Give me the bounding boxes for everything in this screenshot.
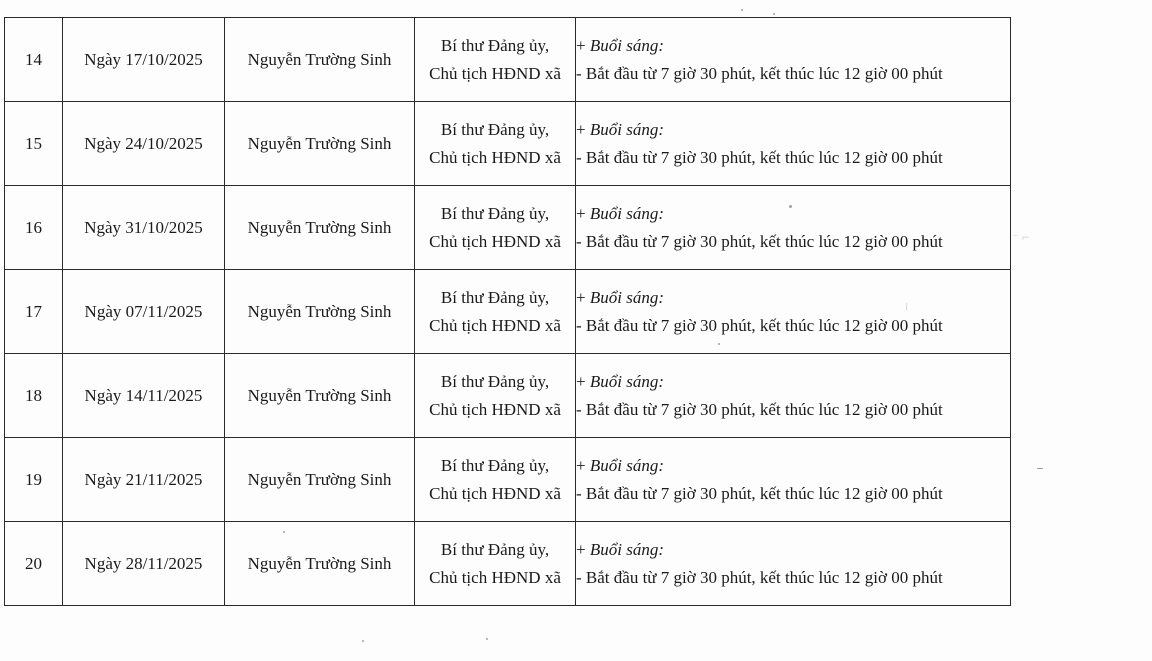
row-number: 14 bbox=[5, 18, 63, 102]
row-number: 15 bbox=[5, 102, 63, 186]
time-cell bbox=[576, 186, 1011, 270]
session-text: Buổi sáng: bbox=[589, 119, 664, 139]
session-label bbox=[576, 536, 1010, 564]
time-cell bbox=[576, 522, 1011, 606]
table-row bbox=[5, 102, 1011, 186]
session-text: Buổi sáng: bbox=[589, 287, 664, 307]
session-text: Buổi sáng: bbox=[589, 35, 664, 55]
time-range: - Bắt đầu từ 7 giờ 30 phút, kết thúc lúc 12 giờ 00 phút bbox=[576, 147, 943, 167]
role-office-line: Chủ tịch HĐND xã bbox=[429, 147, 561, 167]
scan-speck bbox=[773, 13, 775, 15]
time-range: - Bắt đầu từ 7 giờ 30 phút, kết thúc lúc 12 giờ 00 phút bbox=[576, 231, 943, 251]
scan-speck bbox=[741, 9, 743, 11]
session-prefix: + bbox=[576, 35, 586, 55]
time-cell bbox=[576, 18, 1011, 102]
session-prefix: + bbox=[576, 371, 586, 391]
role-cell bbox=[415, 102, 576, 186]
date-cell: Ngày 07/11/2025 bbox=[63, 270, 225, 354]
session-text: Buổi sáng: bbox=[589, 455, 664, 475]
row-number: 17 bbox=[5, 270, 63, 354]
role-office-line: Chủ tịch HĐND xã bbox=[429, 567, 561, 587]
stamp-bleed-mark: ⁞ bbox=[905, 302, 909, 313]
session-text: Buổi sáng: bbox=[589, 539, 664, 559]
time-cell bbox=[576, 354, 1011, 438]
scan-speck bbox=[1037, 468, 1043, 469]
session-prefix: + bbox=[576, 287, 586, 307]
session-prefix: + bbox=[576, 539, 586, 559]
role-office-line: Chủ tịch HĐND xã bbox=[429, 399, 561, 419]
name-cell: Nguyễn Trường Sinh bbox=[225, 18, 415, 102]
session-prefix: + bbox=[576, 203, 586, 223]
role-office-line: Chủ tịch HĐND xã bbox=[429, 483, 561, 503]
table-row bbox=[5, 18, 1011, 102]
role-cell bbox=[415, 270, 576, 354]
role-office-line: Chủ tịch HĐND xã bbox=[429, 231, 561, 251]
name-cell: Nguyễn Trường Sinh bbox=[225, 186, 415, 270]
name-cell: Nguyễn Trường Sinh bbox=[225, 438, 415, 522]
table-row bbox=[5, 270, 1011, 354]
stamp-bleed-mark: ⁻ ⌐ bbox=[1013, 233, 1030, 244]
name-cell: Nguyễn Trường Sinh bbox=[225, 522, 415, 606]
role-cell bbox=[415, 354, 576, 438]
role-title-line: Bí thư Đảng ủy, bbox=[440, 119, 550, 139]
time-cell bbox=[576, 270, 1011, 354]
role-title-line: Bí thư Đảng ủy, bbox=[440, 455, 550, 475]
time-cell bbox=[576, 438, 1011, 522]
role-cell bbox=[415, 522, 576, 606]
session-prefix: + bbox=[576, 119, 586, 139]
row-number: 16 bbox=[5, 186, 63, 270]
session-label bbox=[576, 368, 1010, 396]
date-cell: Ngày 31/10/2025 bbox=[63, 186, 225, 270]
table-row bbox=[5, 354, 1011, 438]
schedule-body bbox=[5, 18, 1011, 606]
scan-speck bbox=[283, 531, 285, 533]
session-label bbox=[576, 116, 1010, 144]
role-cell bbox=[415, 186, 576, 270]
date-cell: Ngày 28/11/2025 bbox=[63, 522, 225, 606]
scan-speck bbox=[789, 205, 792, 208]
time-range: - Bắt đầu từ 7 giờ 30 phút, kết thúc lúc 12 giờ 00 phút bbox=[576, 399, 943, 419]
time-range: - Bắt đầu từ 7 giờ 30 phút, kết thúc lúc 12 giờ 00 phút bbox=[576, 483, 943, 503]
role-cell bbox=[415, 438, 576, 522]
role-office-line: Chủ tịch HĐND xã bbox=[429, 63, 561, 83]
row-number: 19 bbox=[5, 438, 63, 522]
role-cell bbox=[415, 18, 576, 102]
time-cell bbox=[576, 102, 1011, 186]
table-row bbox=[5, 438, 1011, 522]
role-title-line: Bí thư Đảng ủy, bbox=[440, 203, 550, 223]
session-text: Buổi sáng: bbox=[589, 371, 664, 391]
date-cell: Ngày 24/10/2025 bbox=[63, 102, 225, 186]
name-cell: Nguyễn Trường Sinh bbox=[225, 270, 415, 354]
session-label bbox=[576, 32, 1010, 60]
time-range: - Bắt đầu từ 7 giờ 30 phút, kết thúc lúc 12 giờ 00 phút bbox=[576, 567, 943, 587]
time-range: - Bắt đầu từ 7 giờ 30 phút, kết thúc lúc 12 giờ 00 phút bbox=[576, 315, 943, 335]
row-number: 20 bbox=[5, 522, 63, 606]
name-cell: Nguyễn Trường Sinh bbox=[225, 102, 415, 186]
date-cell: Ngày 14/11/2025 bbox=[63, 354, 225, 438]
role-title-line: Bí thư Đảng ủy, bbox=[440, 35, 550, 55]
time-range: - Bắt đầu từ 7 giờ 30 phút, kết thúc lúc 12 giờ 00 phút bbox=[576, 63, 943, 83]
role-title-line: Bí thư Đảng ủy, bbox=[440, 539, 550, 559]
scan-speck bbox=[718, 343, 720, 345]
session-label bbox=[576, 452, 1010, 480]
session-prefix: + bbox=[576, 455, 586, 475]
scan-speck bbox=[486, 638, 488, 640]
table-row bbox=[5, 522, 1011, 606]
name-cell: Nguyễn Trường Sinh bbox=[225, 354, 415, 438]
role-title-line: Bí thư Đảng ủy, bbox=[440, 371, 550, 391]
schedule-table bbox=[4, 17, 1011, 606]
table-row bbox=[5, 186, 1011, 270]
session-label bbox=[576, 284, 1010, 312]
session-label bbox=[576, 200, 1010, 228]
role-title-line: Bí thư Đảng ủy, bbox=[440, 287, 550, 307]
scan-speck bbox=[362, 640, 364, 642]
row-number: 18 bbox=[5, 354, 63, 438]
date-cell: Ngày 17/10/2025 bbox=[63, 18, 225, 102]
date-cell: Ngày 21/11/2025 bbox=[63, 438, 225, 522]
role-office-line: Chủ tịch HĐND xã bbox=[429, 315, 561, 335]
session-text: Buổi sáng: bbox=[589, 203, 664, 223]
